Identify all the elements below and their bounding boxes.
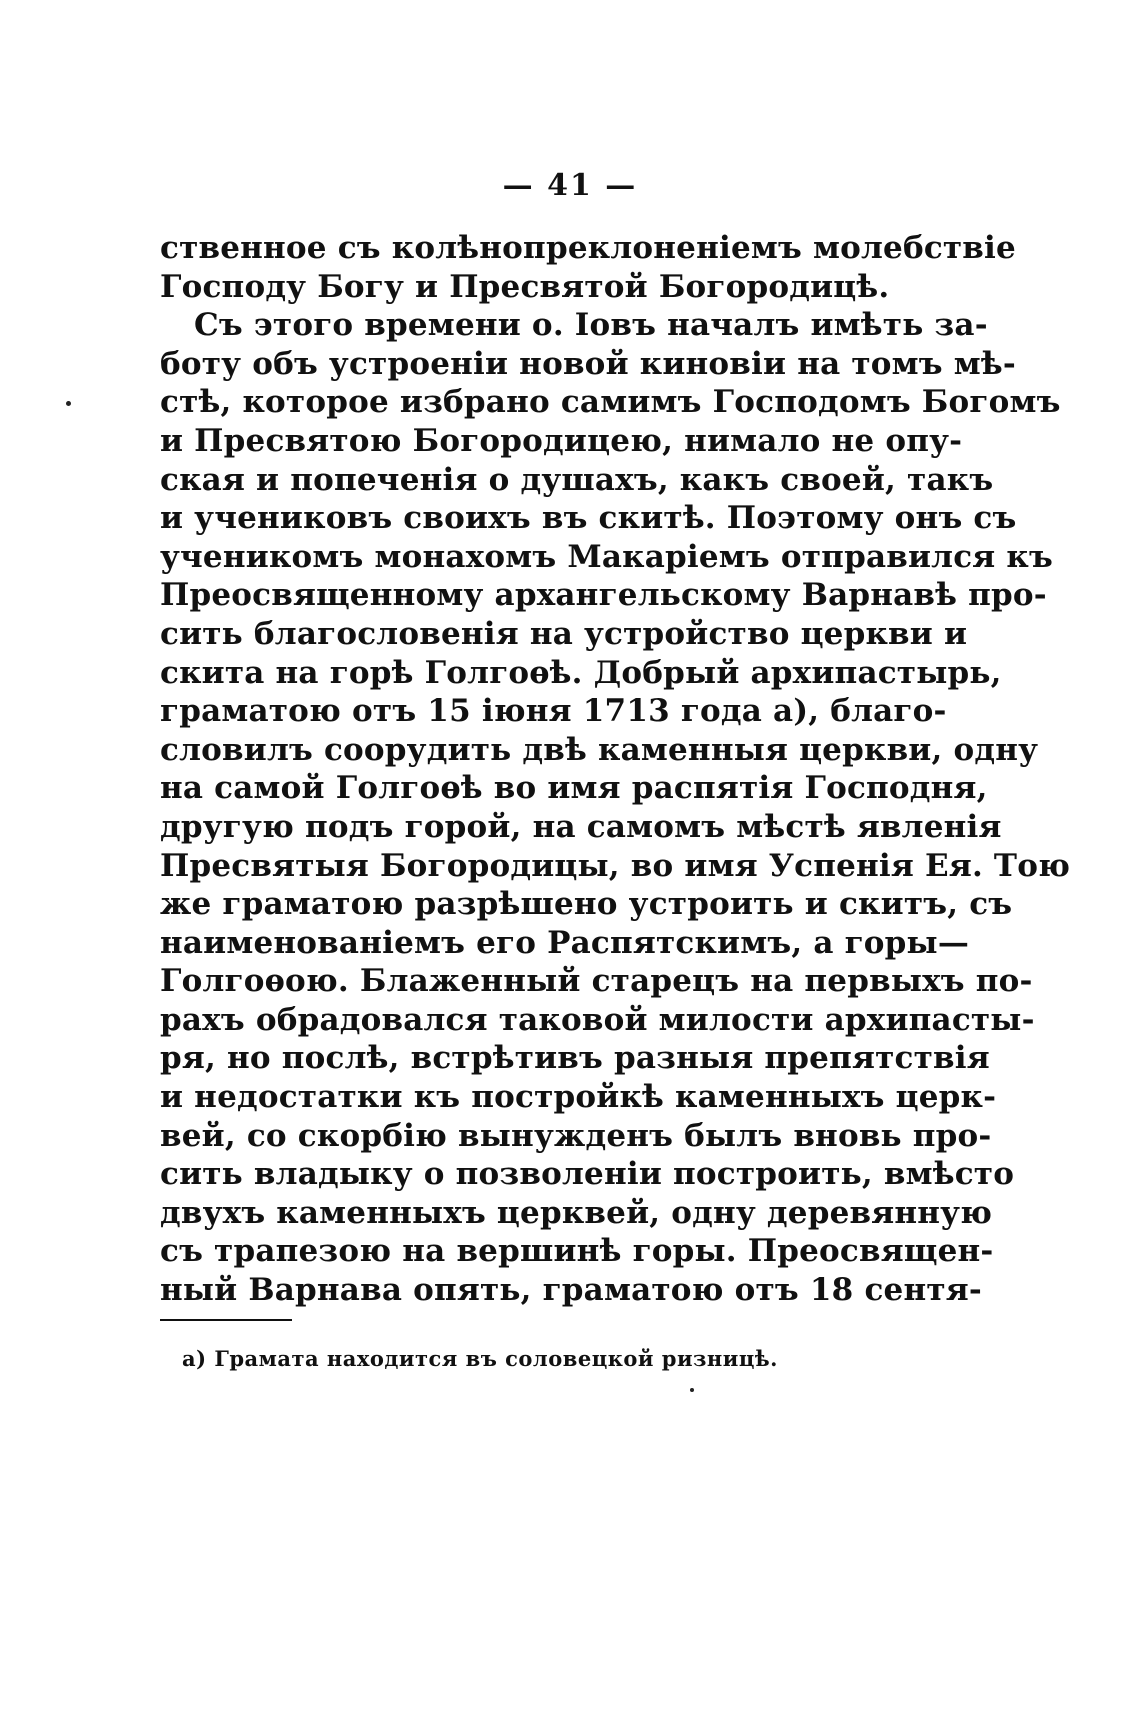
- text-line: двухъ каменныхъ церквей, одну деревянную: [160, 1194, 993, 1231]
- text-line: Пресвятыя Богородицы, во имя Успенія Ея. Тою: [160, 847, 1071, 884]
- text-line: другую подъ горой, на самомъ мѣстѣ явленія: [160, 808, 1002, 845]
- text-line: же граматою разрѣшено устроить и скитъ, съ: [160, 886, 1013, 923]
- page-number: — 41 —: [502, 168, 638, 203]
- text-line: на самой Голгоѳѣ во имя распятія Господня,: [160, 770, 988, 807]
- text-line: ская и попеченія о душахъ, какъ своей, такъ: [160, 461, 994, 498]
- text-line: Голгоѳою. Блаженный старецъ на первыхъ по-: [160, 963, 1033, 1000]
- body-text: [160, 229, 1071, 1310]
- print-speck: [66, 401, 71, 406]
- text-line: ря, но послѣ, встрѣтивъ разныя препятствія: [160, 1040, 990, 1077]
- text-line: и Пресвятою Богородицею, нимало не опу-: [160, 422, 963, 459]
- text-line: Господу Богу и Пресвятой Богородицѣ.: [160, 268, 890, 305]
- text-line: стѣ, которое избрано самимъ Господомъ Богомъ: [160, 384, 1061, 421]
- text-line: сить благословенія на устройство церкви и: [160, 615, 968, 652]
- text-line: боту объ устроеніи новой киновіи на томъ мѣ-: [160, 345, 1016, 382]
- text-line: и учениковъ своихъ въ скитѣ. Поэтому онъ съ: [160, 500, 1017, 537]
- text-line: ученикомъ монахомъ Макаріемъ отправился къ: [160, 538, 1053, 575]
- text-line: ственное съ колѣнопреклоненіемъ молебствіе: [160, 230, 1016, 266]
- text-line: Съ этого времени о. Іовъ началъ имѣть за-: [194, 307, 988, 344]
- text-line: ный Варнава опять, граматою отъ 18 сентя-: [160, 1272, 982, 1309]
- text-line: наименованіемъ его Распятскимъ, а горы—: [160, 924, 970, 961]
- text-line: граматою отъ 15 іюня 1713 года а), благо-: [160, 693, 947, 730]
- text-line: скита на горѣ Голгоѳѣ. Добрый архипастырь,: [160, 654, 1002, 691]
- footnote-divider: [160, 1319, 292, 1321]
- text-line: вей, со скорбію вынужденъ былъ вновь про-: [160, 1117, 992, 1154]
- text-line: и недостатки къ постройкѣ каменныхъ церк-: [160, 1079, 997, 1116]
- text-line: съ трапезою на вершинѣ горы. Преосвящен-: [160, 1233, 994, 1270]
- footnote: а) Грамата находится въ соловецкой ризницѣ.: [182, 1346, 778, 1371]
- text-line: сить владыку о позволеніи построить, вмѣсто: [160, 1156, 1015, 1193]
- text-line: словилъ соорудить двѣ каменныя церкви, одну: [160, 731, 1039, 768]
- text-line: Преосвященному архангельскому Варнавѣ про-: [160, 577, 1047, 614]
- print-speck: [690, 1388, 694, 1392]
- text-line: рахъ обрадовался таковой милости архипасты-: [160, 1001, 1035, 1038]
